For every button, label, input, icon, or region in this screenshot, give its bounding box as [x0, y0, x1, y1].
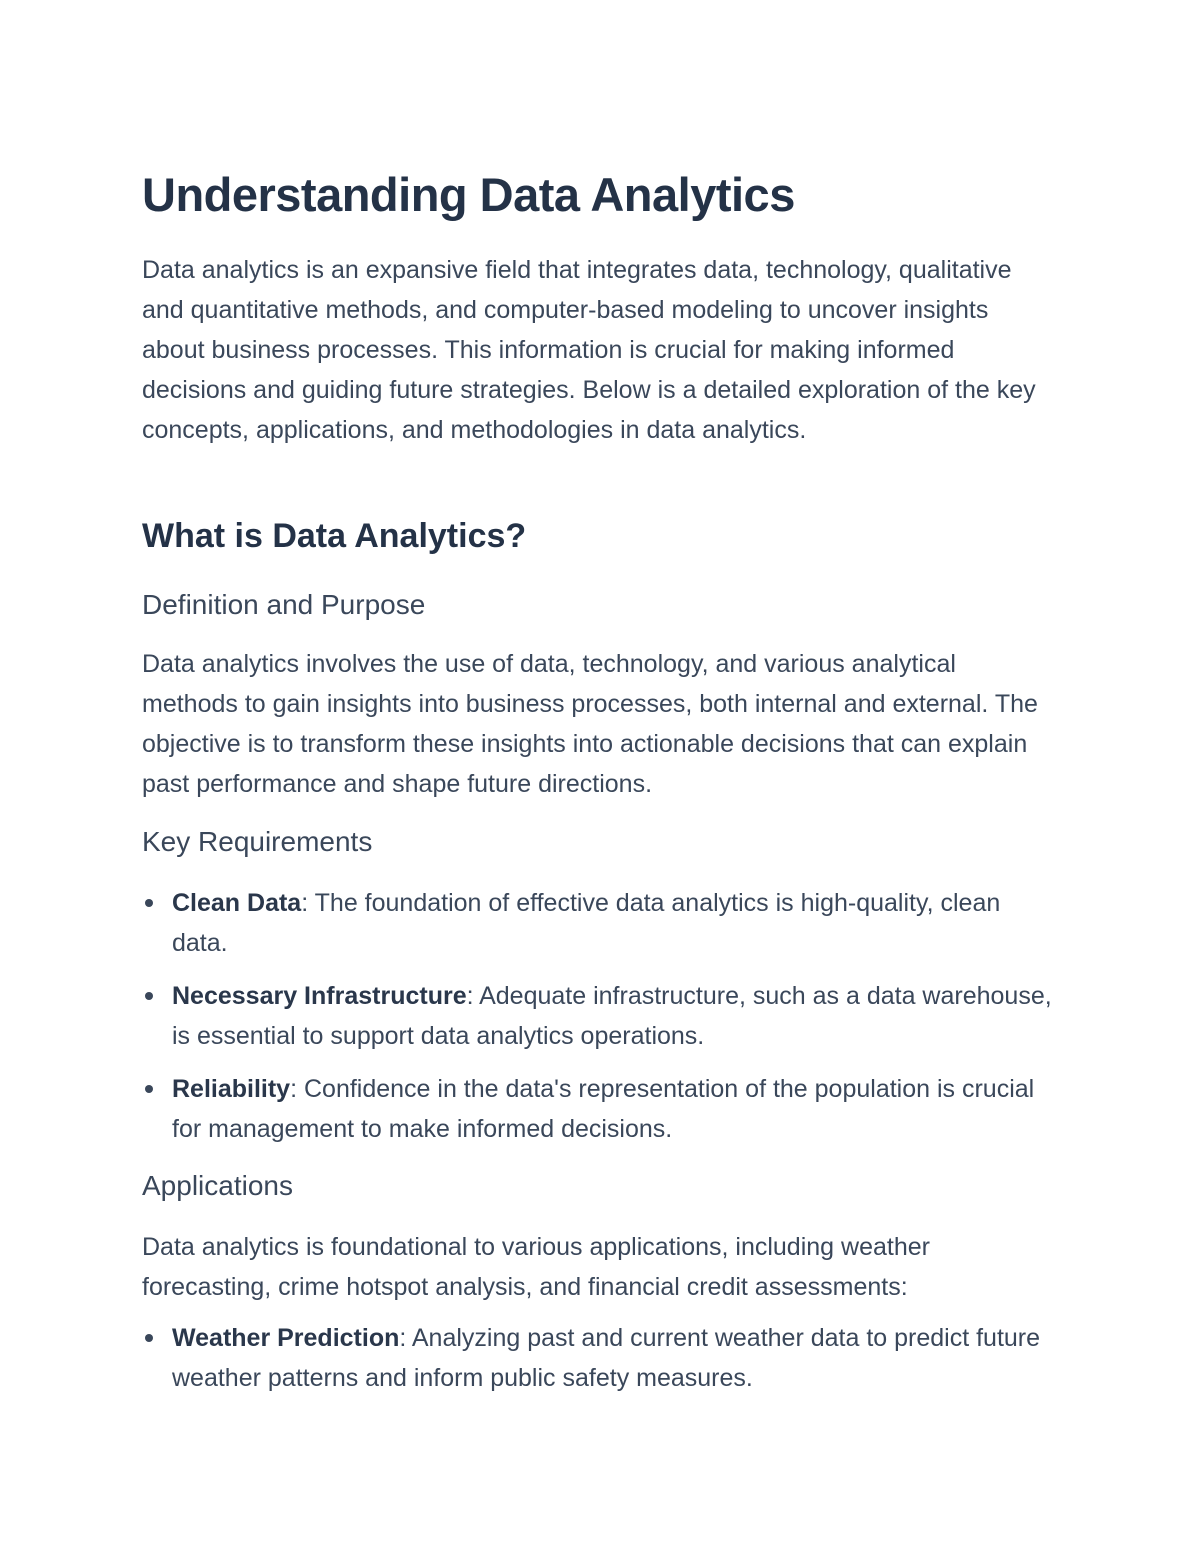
list-item-text: : Confidence in the data's representation of the population is crucial for management to make informed decisions.	[172, 1075, 1035, 1143]
intro-paragraph: Data analytics is an expansive field that integrates data, technology, qualitative and quantitative methods, and computer-based modeling to uncover insights about business processes. This information is crucial for making informed decisions and guiding future strategies. Below is a detailed exploration of the key concepts, applications, and methodologies in data analytics.	[142, 256, 1036, 444]
applications-paragraph: Data analytics is foundational to various applications, including weather forecasting, crime hotspot analysis, and financial credit assessments:	[142, 1233, 930, 1301]
list-item-text: : The foundation of effective data analytics is high-quality, clean data.	[172, 889, 1001, 957]
list-item-term: Reliability	[172, 1075, 291, 1103]
applications-list	[142, 1318, 1052, 1411]
list-item-term: Weather Prediction	[172, 1324, 400, 1352]
list-item-reliability	[142, 1069, 1052, 1149]
list-item-weather-prediction	[142, 1318, 1052, 1398]
bullet-icon	[145, 1334, 153, 1342]
definition-paragraph: Data analytics involves the use of data, technology, and various analytical methods to gain insights into business processes, both internal and external. The objective is to transform these insights into actionable decisions that can explain past performance and shape future directions.	[142, 650, 1038, 798]
bullet-icon	[145, 899, 153, 907]
list-item-text: : Adequate infrastructure, such as a data warehouse, is essential to support data analytics operations.	[172, 982, 1052, 1050]
bullet-icon	[145, 992, 153, 1000]
list-item-clean-data	[142, 883, 1052, 963]
bullet-icon	[145, 1085, 153, 1093]
list-item-necessary-infrastructure	[142, 976, 1052, 1056]
list-item-term: Necessary Infrastructure	[172, 982, 467, 1010]
list-item-term: Clean Data	[172, 889, 302, 917]
subheading-applications: Applications	[142, 1170, 293, 1201]
subheading-key-requirements: Key Requirements	[142, 826, 373, 857]
list-item-text: : Analyzing past and current weather data to predict future weather patterns and inform public safety measures.	[172, 1324, 1041, 1392]
document-title: Understanding Data Analytics	[142, 168, 795, 221]
subheading-definition-and-purpose: Definition and Purpose	[142, 589, 426, 620]
requirements-list	[142, 883, 1052, 1162]
section-heading-what-is-data-analytics: What is Data Analytics?	[142, 517, 527, 555]
